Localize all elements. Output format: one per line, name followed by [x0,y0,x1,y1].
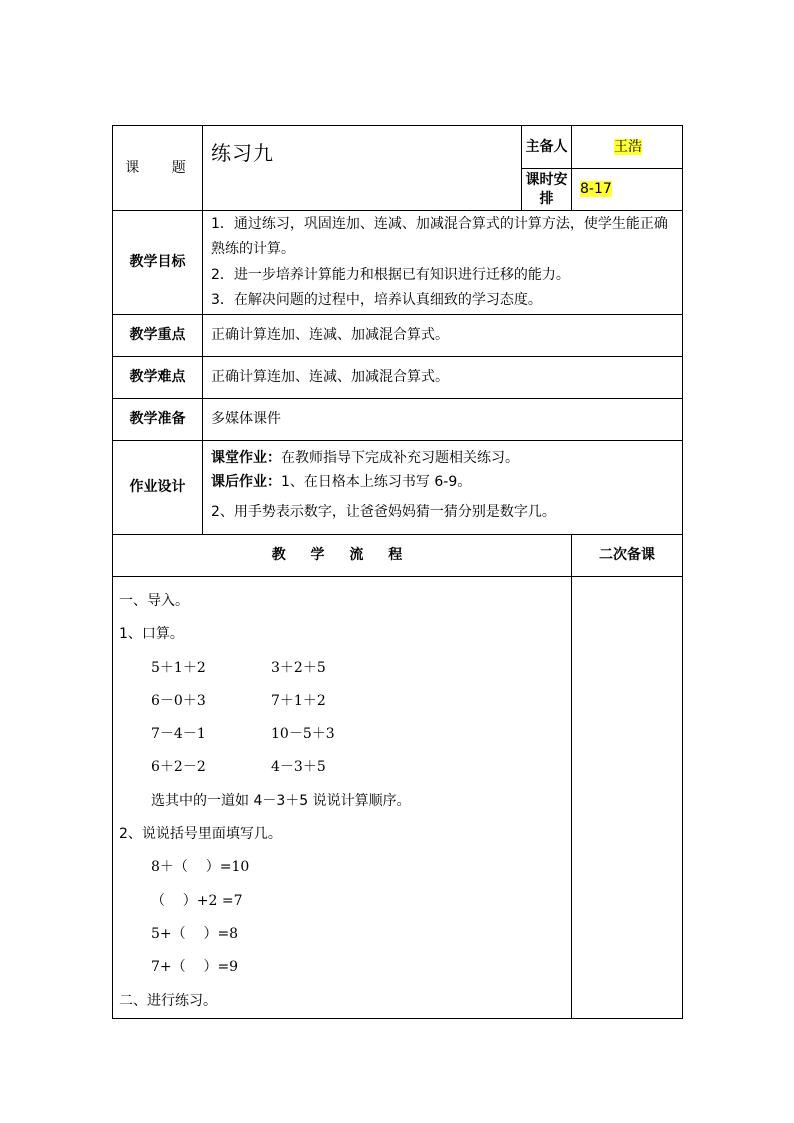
preparer-label: 主备人 [522,126,572,169]
fill-row: 5+（ ）=8 [151,925,239,942]
goal-item: 3．在解决问题的过程中，培养认真细致的学习态度。 [211,292,542,308]
fill-row: 7+（ ）=9 [151,959,239,976]
preparer-name: 王浩 [572,126,683,169]
calc-row: 5＋1＋2 3＋2＋5 [151,659,326,676]
flow-title: 教 学 流 程 [113,535,572,577]
topic-title: 练习九 [203,126,522,211]
topic-label: 课 题 [113,126,203,211]
after-homework-text: 1、在日格本上练习书写 6-9。 [281,473,472,490]
calc-row: 6＋2－2 4－3＋5 [151,759,326,776]
key-point-label: 教学重点 [113,315,203,357]
fill-row: （ ）+2 =7 [151,892,243,909]
oral-calc-line: 1、口算。 [119,626,184,643]
fill-row: 8＋（ ）=10 [151,859,250,876]
goals-content [203,211,683,315]
second-prep-content [572,577,683,1019]
schedule-value: 8-17 [572,169,683,211]
class-homework-text: 在教师指导下完成补充习题相关练习。 [281,449,519,466]
after-homework [211,470,676,494]
choose-line: 选其中的一道如 4－3＋5 说说计算顺序。 [151,792,411,809]
schedule-label: 课时安排 [522,169,572,211]
preparation-label: 教学准备 [113,399,203,441]
preparation-text: 多媒体课件 [203,399,683,441]
after-homework-label: 课后作业： [211,473,281,490]
flow-content [113,577,572,1019]
extra-homework: 2、用手势表示数字，让爸爸妈妈猜一猜分别是数字几。 [211,503,556,520]
fill-line: 2、说说括号里面填写几。 [119,826,282,843]
class-homework-label: 课堂作业： [211,449,281,466]
lesson-plan-table [112,125,683,1019]
homework-content [203,441,683,535]
practice-line: 二、进行练习。 [119,992,217,1009]
key-point-text: 正确计算连加、连减、加减混合算式。 [203,315,683,357]
class-homework [211,446,676,470]
difficulty-label: 教学难点 [113,357,203,399]
difficulty-text: 正确计算连加、连减、加减混合算式。 [203,357,683,399]
calc-row: 6－0＋3 7＋1＋2 [151,692,326,709]
intro-line: 一、导入。 [119,593,189,609]
second-prep-title: 二次备课 [572,535,683,577]
goal-item: 1．通过练习，巩固连加、连减、加减混合算式的计算方法，使学生能正确熟练的计算。 [211,215,668,257]
homework-label: 作业设计 [113,441,203,535]
goals-label: 教学目标 [113,211,203,315]
calc-row: 7－4－1 10－5＋3 [151,726,335,743]
goal-item: 2．进一步培养计算能力和根据已有知识进行迁移的能力。 [211,266,570,283]
